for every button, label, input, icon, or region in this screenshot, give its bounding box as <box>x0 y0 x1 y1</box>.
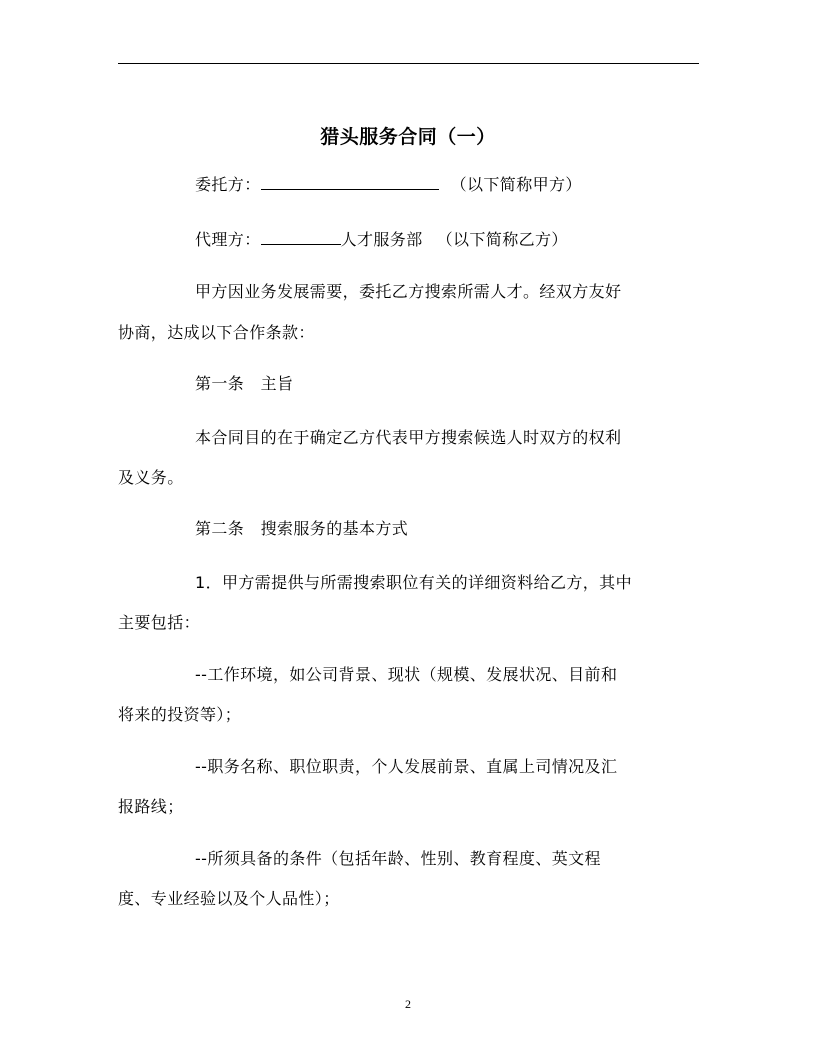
intro-line-1: 甲方因业务发展需要，委托乙方搜索所需人才。经双方友好 <box>195 282 622 301</box>
client-line <box>195 172 582 196</box>
intro-line-2: 协商，达成以下合作条款： <box>118 323 315 342</box>
agent-blank <box>261 227 341 245</box>
header-rule <box>118 63 699 64</box>
bullet3-line-1: --所须具备的条件（包括年龄、性别、教育程度、英文程 <box>195 849 601 868</box>
bullet3-line-2: 度、专业经验以及个人品性）； <box>118 889 340 908</box>
item1-line-2: 主要包括： <box>118 613 201 632</box>
agent-label: 代理方： <box>195 230 261 249</box>
client-blank <box>261 172 439 190</box>
page-number: 2 <box>405 997 411 1011</box>
bullet2-line-2: 报路线； <box>118 797 184 816</box>
article1-body-line-2: 及义务。 <box>118 468 184 487</box>
bullet1-line-1: --工作环境，如公司背景、现状（规模、发展状况、目前和 <box>195 665 618 684</box>
article1-body-line-1: 本合同目的在于确定乙方代表甲方搜索候选人时双方的权利 <box>195 428 622 447</box>
agent-name-suffix: 人才服务部 <box>340 230 423 249</box>
article1-heading: 第一条 主旨 <box>195 374 294 393</box>
agent-line <box>195 227 568 251</box>
bullet1-line-2: 将来的投资等）； <box>118 705 242 724</box>
item1-line-1: 1．甲方需提供与所需搜索职位有关的详细资料给乙方，其中 <box>195 573 632 592</box>
bullet2-line-1: --职务名称、职位职责，个人发展前景、直属上司情况及汇 <box>195 757 618 776</box>
client-label: 委托方： <box>195 175 261 194</box>
client-note: （以下简称甲方） <box>450 175 582 194</box>
document-title: 猎头服务合同（一） <box>320 126 496 148</box>
article2-heading: 第二条 搜索服务的基本方式 <box>195 519 409 538</box>
agent-note: （以下简称乙方） <box>436 230 568 249</box>
